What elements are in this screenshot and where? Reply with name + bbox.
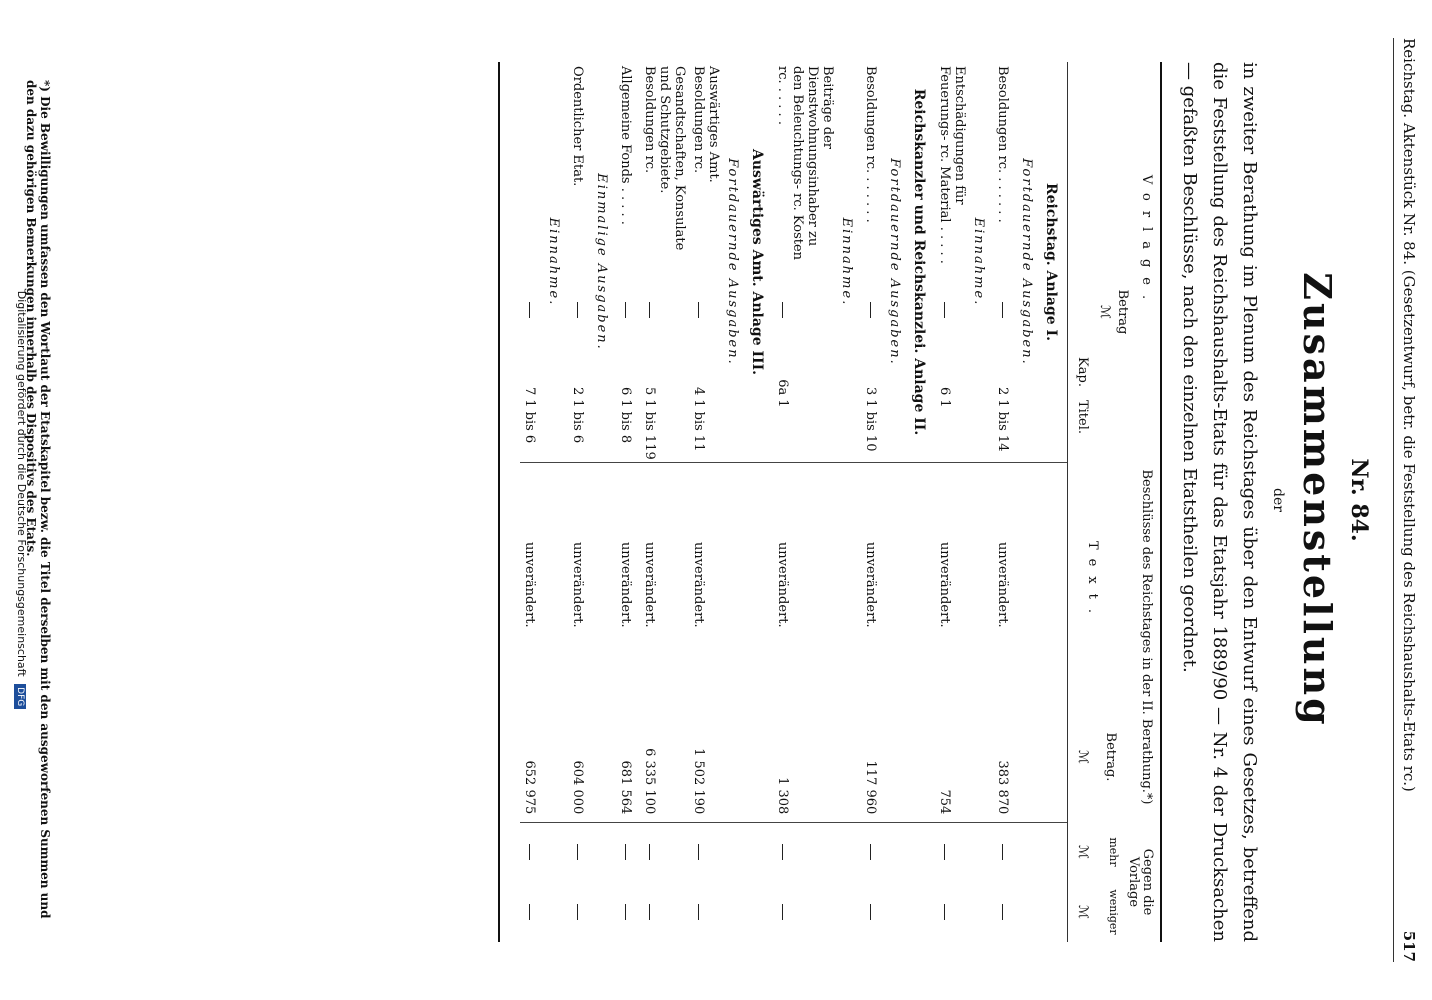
row-kap: 6a: [775, 379, 790, 396]
subsection-row: [969, 62, 993, 942]
row-betrag: 604 000: [570, 760, 585, 815]
row-betrag: 1 502 190: [691, 748, 706, 815]
row-mehr: [522, 822, 537, 882]
section-row: [909, 62, 935, 942]
row-betrag: 383 870: [995, 760, 1010, 815]
digitization-credit: [14, 0, 28, 1000]
row-tit: 1 bis 14: [995, 399, 1010, 452]
row-betrag-vorlage: [691, 266, 706, 356]
row-betrag-vorlage: [863, 266, 878, 356]
col-kap: Kap.: [1075, 357, 1090, 387]
dash-mark: [529, 302, 530, 318]
row-betrag: 681 564: [618, 760, 633, 815]
subsection-row: [592, 62, 616, 942]
row-kap: 7: [522, 386, 537, 396]
section-heading: Auswärtiges Amt. Anlage III.: [749, 148, 765, 376]
dash-mark: [529, 904, 530, 920]
col-mehr: mehr: [1107, 837, 1120, 867]
row-weniger: [691, 882, 706, 942]
row-mehr: [995, 822, 1010, 882]
table-row: [993, 62, 1017, 942]
col-beschluesse: Beschlüsse des Reichstages in der II. Berathung.*): [1139, 469, 1154, 805]
row-tit: 1: [937, 399, 952, 408]
row-label: Gesandtschaften, Konsulate und Schutzgebiete. Besoldungen rc.: [642, 66, 687, 251]
dash-mark: [529, 844, 530, 860]
row-tit: 1 bis 11: [691, 399, 706, 452]
header-title: Reichstag. Aktenstück Nr. 84. (Gesetzentwurf, betr. die Feststellung des Reichshaushalts-Etats rc.): [1400, 38, 1418, 792]
dash-mark: [1002, 904, 1003, 920]
dash-mark: [577, 904, 578, 920]
dash-mark: [944, 302, 945, 318]
table-row: [689, 62, 723, 942]
row-tit: 1: [775, 399, 790, 408]
dash-mark: [698, 844, 699, 860]
row-tit: 1 bis 8: [618, 399, 633, 444]
table-row: [640, 62, 689, 942]
row-weniger: [775, 882, 790, 942]
row-kap: 5: [642, 386, 657, 396]
section-row: [747, 62, 773, 942]
row-label: Beiträge der Dienstwohnungsinhaber zu den Beleuchtungs- rc. Kosten rc. . . . . .: [775, 66, 835, 261]
table-body: [520, 62, 1067, 942]
row-betrag: 754: [937, 789, 952, 815]
row-kap: 4: [691, 386, 706, 396]
col-tit: Titel.: [1075, 399, 1090, 435]
row-kap: 2: [570, 386, 585, 396]
table-row: [616, 62, 640, 942]
credit-text: Digitalisierung gefördert durch die Deutsche Forschungsgemeinschaft: [15, 290, 28, 677]
dash-mark: [649, 844, 650, 860]
title-der: der: [1270, 488, 1286, 512]
dash-mark: [625, 302, 626, 318]
row-label: Allgemeine Fonds . . . . .: [618, 66, 633, 225]
column-divider: [520, 822, 1067, 823]
running-header: [1393, 38, 1418, 962]
dash-mark: [782, 844, 783, 860]
row-mehr: [937, 822, 952, 882]
row-kap: 2: [995, 386, 1010, 396]
row-text: unverändert.: [618, 541, 633, 628]
dash-mark: [782, 302, 783, 318]
dash-mark: [577, 844, 578, 860]
row-text: unverändert.: [522, 541, 537, 628]
row-kap: 6: [618, 386, 633, 396]
row-text: unverändert.: [691, 541, 706, 628]
subsection-heading: Einnahme.: [546, 217, 561, 307]
dash-mark: [698, 904, 699, 920]
section-row: [1041, 62, 1067, 942]
row-text: unverändert.: [937, 541, 952, 628]
col-mark-weniger: ℳ: [1075, 905, 1090, 919]
dash-mark: [577, 302, 578, 318]
dash-mark: [870, 844, 871, 860]
col-betrag-vorlage: Betrag: [1115, 289, 1130, 335]
dash-mark: [649, 904, 650, 920]
subsection-row: [885, 62, 909, 942]
col-betrag-beschluss: Betrag.: [1103, 732, 1118, 782]
subsection-heading: Einnahme.: [839, 217, 854, 307]
table-row: [520, 62, 544, 942]
budget-table: [498, 62, 1162, 942]
row-weniger: [618, 882, 633, 942]
row-tit: 1 bis 119: [642, 399, 657, 460]
row-betrag: 652 975: [522, 760, 537, 815]
row-betrag-vorlage: [775, 266, 790, 356]
col-mark-beschluss: ℳ: [1075, 750, 1090, 764]
row-label: Ordentlicher Etat.: [570, 66, 585, 187]
subsection-heading: Einmalige Ausgaben.: [594, 173, 609, 351]
dash-mark: [870, 302, 871, 318]
dash-mark: [1002, 844, 1003, 860]
row-betrag-vorlage: [618, 266, 633, 356]
row-mehr: [642, 822, 657, 882]
row-text: unverändert.: [863, 541, 878, 628]
row-betrag: 6 335 100: [642, 748, 657, 815]
row-label: Besoldungen rc. . . . . . .: [995, 66, 1010, 223]
row-weniger: [937, 882, 952, 942]
document-number: Nr. 84.: [1346, 458, 1372, 542]
row-mehr: [863, 822, 878, 882]
row-mehr: [775, 822, 790, 882]
row-betrag-vorlage: [522, 266, 537, 356]
row-weniger: [570, 882, 585, 942]
table-row: [861, 62, 885, 942]
col-weniger: weniger: [1107, 889, 1120, 935]
row-text: unverändert.: [995, 541, 1010, 628]
subsection-row: [837, 62, 861, 942]
row-text: unverändert.: [570, 541, 585, 628]
dash-mark: [1002, 302, 1003, 318]
dash-mark: [870, 904, 871, 920]
row-label: Entschädigungen für Feuerungs- rc. Material . . . . .: [937, 66, 967, 264]
row-tit: 1 bis 6: [522, 399, 537, 444]
page-number: 517: [1400, 930, 1418, 962]
subsection-heading: Einnahme.: [971, 217, 986, 307]
subsection-row: [1017, 62, 1041, 942]
row-betrag-vorlage: [642, 266, 657, 356]
dfg-logo: DFG: [14, 684, 26, 709]
row-betrag: 1 308: [775, 777, 790, 815]
col-vorlage: Vorlage.: [1139, 174, 1154, 310]
table-row: [568, 62, 592, 942]
row-betrag-vorlage: [570, 266, 585, 356]
dash-mark: [944, 904, 945, 920]
row-label: Besoldungen rc. . . . . . .: [863, 66, 878, 223]
section-heading: Reichstag. Anlage I.: [1043, 183, 1059, 341]
dash-mark: [625, 904, 626, 920]
row-weniger: [642, 882, 657, 942]
table-header: [1067, 62, 1162, 942]
row-betrag-vorlage: [995, 266, 1010, 356]
row-betrag-vorlage: [937, 266, 952, 356]
table-bottom-rule: [498, 62, 520, 942]
dash-mark: [625, 844, 626, 860]
row-weniger: [522, 882, 537, 942]
dash-mark: [649, 302, 650, 318]
row-text: unverändert.: [642, 541, 657, 628]
row-kap: 3: [863, 386, 878, 396]
section-heading: Reichskanzler und Reichskanzlei. Anlage II.: [911, 88, 927, 436]
row-text: unverändert.: [775, 541, 790, 628]
row-kap: 6: [937, 386, 952, 396]
footnote: *) Die Bewilligungen umfassen den Wortlaut der Etatskapitel bezw. die Titel derselben mit den ausgeworfenen Summen und den dazu gehörigen Bemerkungen innerhalb des Dispositivs des Etats.: [24, 80, 52, 919]
intro-paragraph: in zweiter Berathung im Plenum des Reichstages über den Entwurf eines Gesetzes, betreffend die Feststellung des Reichshaushalts-Etats für das Etatsjahr 1889/90 — Nr. 4 der Drucksachen — gefaßten Beschlüsse, nach den einzelnen Etatstheilen geordnet.: [1179, 62, 1260, 942]
col-mark-mehr: ℳ: [1075, 845, 1090, 859]
dash-mark: [698, 302, 699, 318]
col-text: Text.: [1085, 540, 1100, 624]
subsection-row: [723, 62, 747, 942]
row-mehr: [691, 822, 706, 882]
table-row: [935, 62, 969, 942]
subsection-heading: Fortdauernde Ausgaben.: [887, 158, 902, 366]
row-tit: 1 bis 6: [570, 399, 585, 444]
col-gegen-vorlage: Gegen die Vorlage: [1126, 848, 1155, 916]
subsection-heading: Fortdauernde Ausgaben.: [1019, 158, 1034, 366]
col-mark-vorlage: ℳ: [1097, 305, 1112, 319]
table-row: [773, 62, 837, 942]
subsection-row: [544, 62, 568, 942]
column-divider: [520, 462, 1067, 463]
row-betrag: 117 960: [863, 760, 878, 815]
row-mehr: [618, 822, 633, 882]
row-label: Auswärtiges Amt. Besoldungen rc.: [691, 66, 721, 183]
row-tit: 1 bis 10: [863, 399, 878, 452]
row-weniger: [863, 882, 878, 942]
row-weniger: [995, 882, 1010, 942]
dash-mark: [782, 904, 783, 920]
subsection-heading: Fortdauernde Ausgaben.: [725, 158, 740, 366]
document-title: Zusammenstellung: [1295, 272, 1340, 728]
row-mehr: [570, 822, 585, 882]
dash-mark: [944, 844, 945, 860]
